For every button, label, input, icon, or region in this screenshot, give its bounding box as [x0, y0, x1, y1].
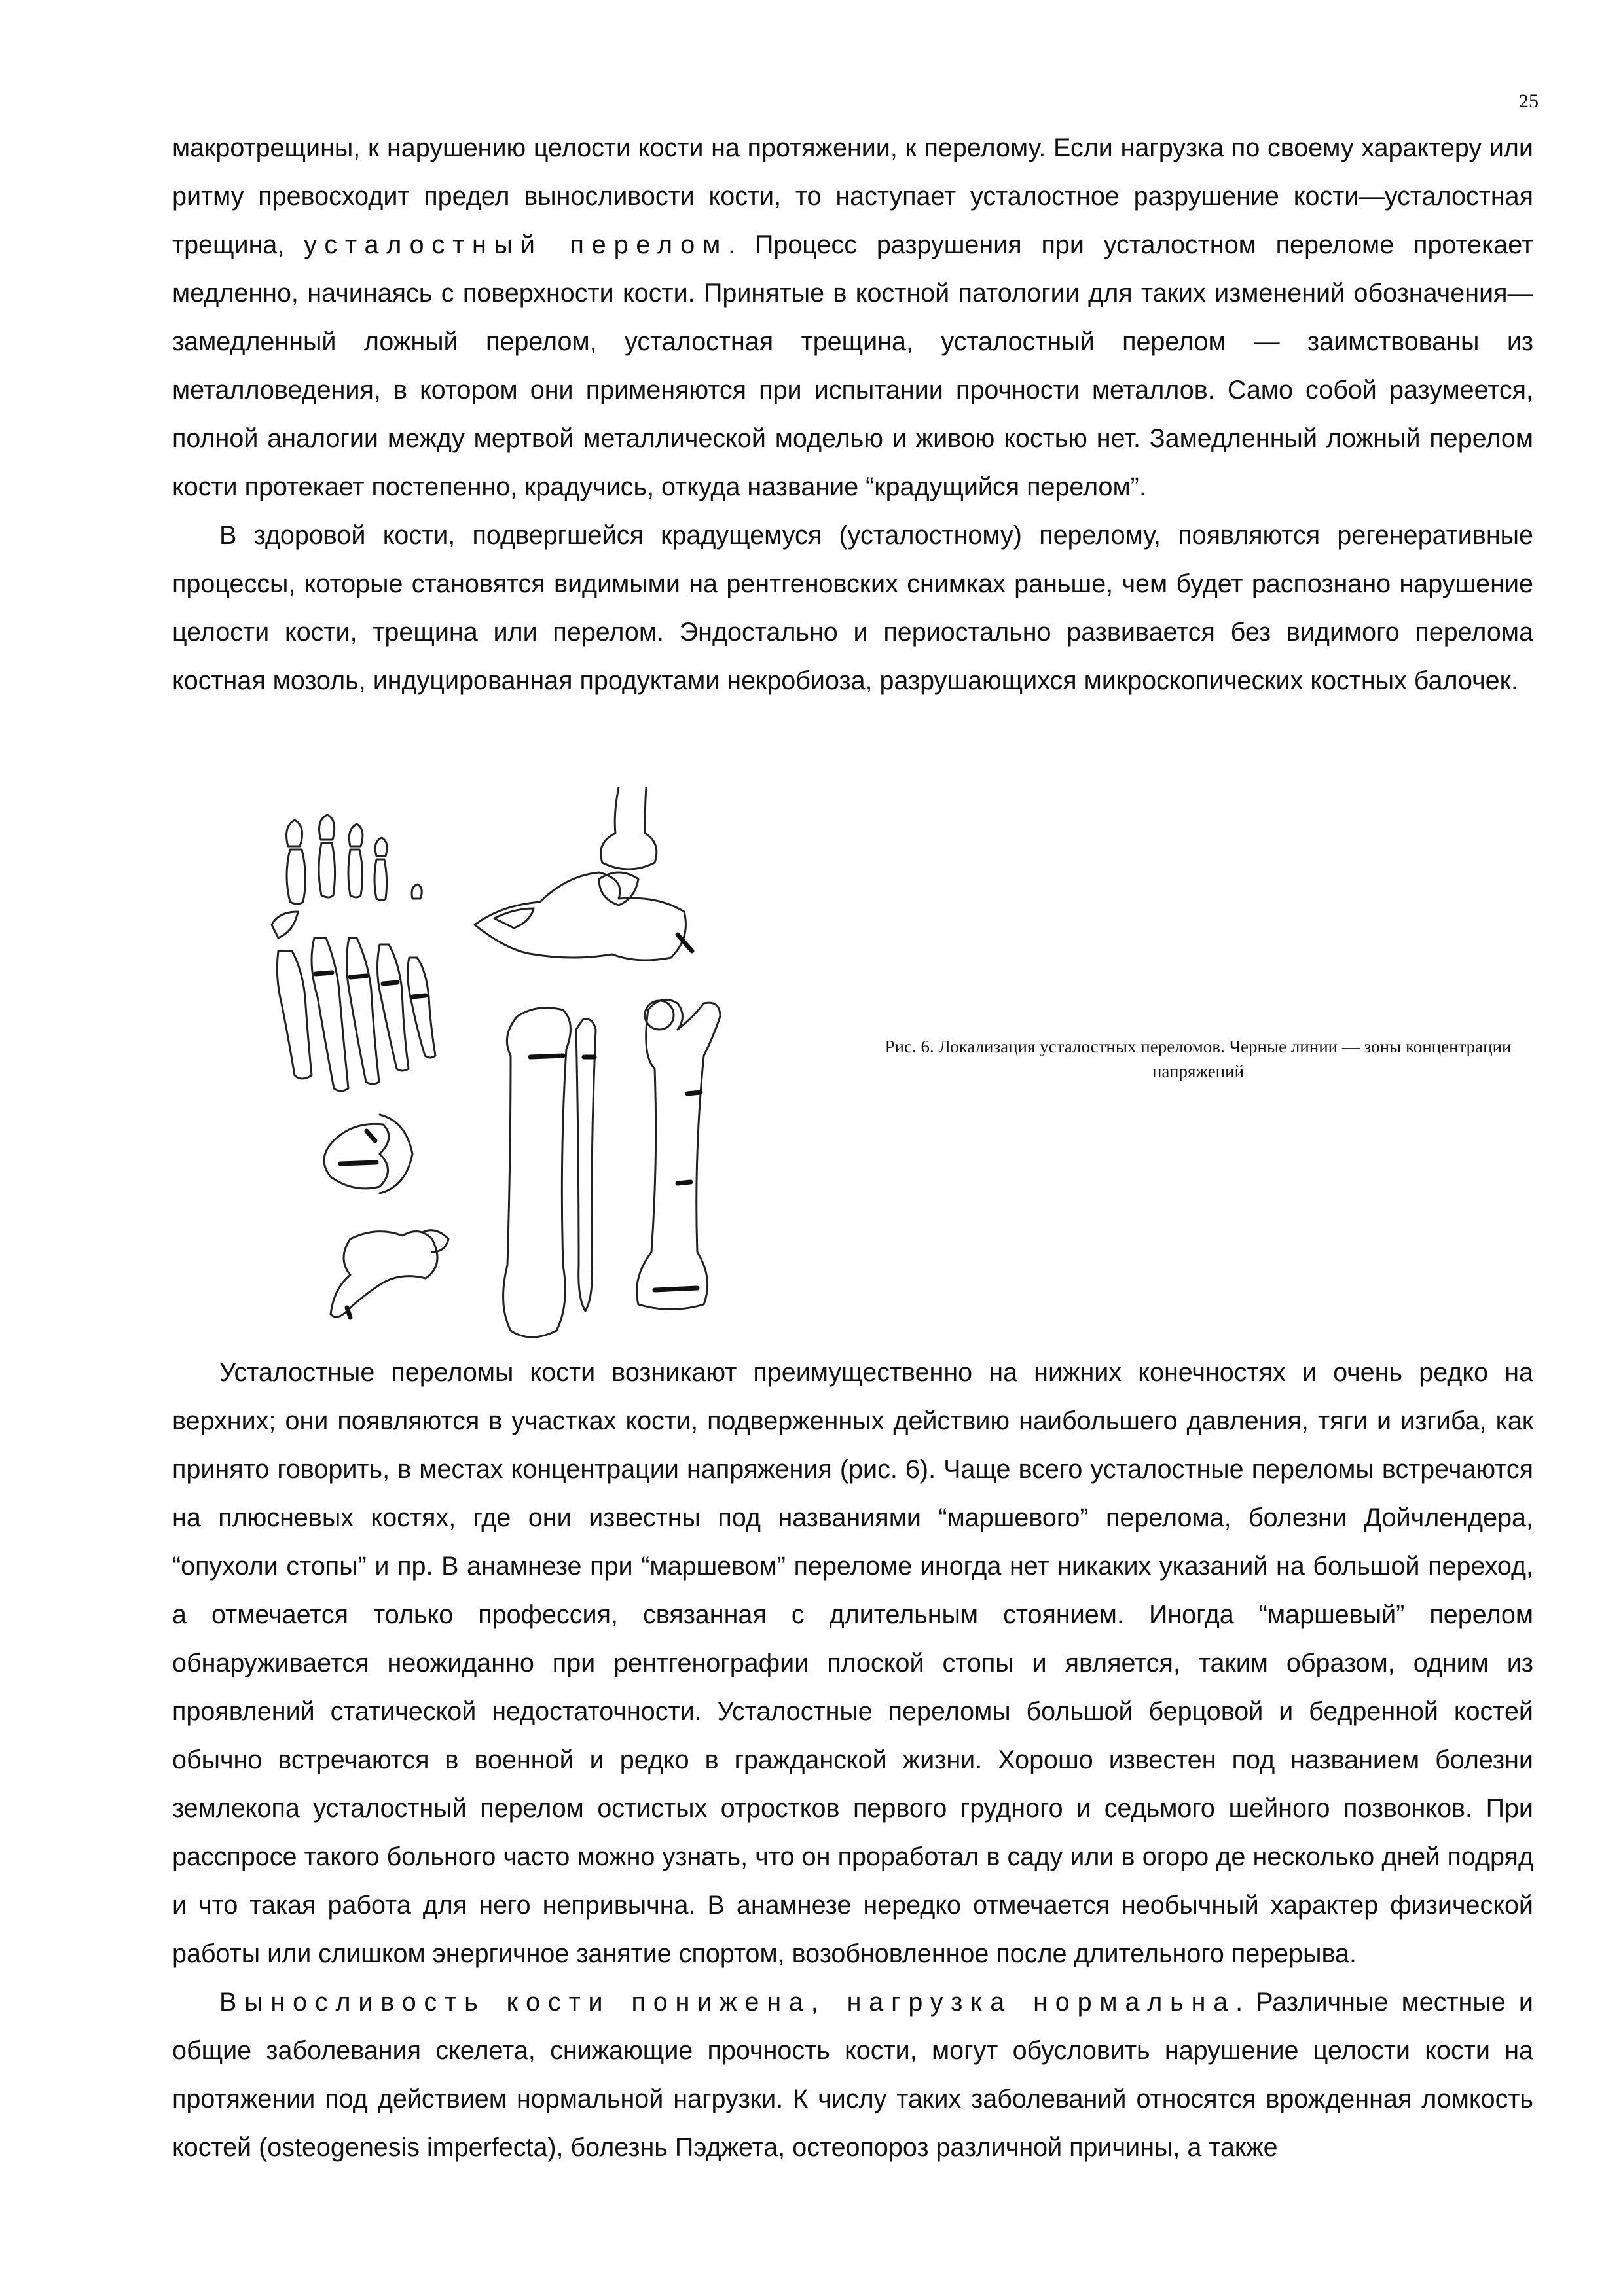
patella-icon: [324, 1115, 412, 1193]
text-run: Усталостные переломы кости возникают преимущественно на нижних конечностях и очень редко на верхних; они появляются в участках кости, подверженных действию наибольшего давления, тяги и изгиба, как принято говорить, в местах концентрации напряжения (рис. 6). Чаще всего усталостные переломы встречаются на плюсневых костях, где они известны под названиями “маршевого” перелома, болезни Дойчлендера, “опухоли стопы” и пр. В анамнезе при “маршевом” переломе иногда нет никаких указаний на большой переход, а отмечается только профессия, связанная с длительным стоянием. Иногда “маршевый” перелом обнаруживается неожиданно при рентгенографии плоской стопы и является, таким образом, одним из проявлений статической недостаточности. Усталостные переломы большой берцовой и бедренной костей обычно встречаются в военной и редко в гражданской жизни. Хорошо известен под названием болезни землекопа усталостный перелом остистых отростков первого грудного и седьмого шейного позвонков. При расспросе такого больного часто можно узнать, что он проработал в саду или в огоро де несколько дней подряд и что такая работа для него непривычна. В анамнезе нередко отмечается необычный характер физической работы или слишком энергичное занятие спортом, возобновленное после длительного перерыва.: [172, 1358, 1533, 1968]
figure-6: [259, 787, 782, 1350]
spaced-emphasis: усталостный перелом: [304, 230, 729, 259]
figure-drawing: [259, 787, 782, 1350]
body-text-bottom: [172, 1348, 1533, 2172]
paragraph-p4: [172, 1978, 1533, 2172]
ankle-bones-icon: [475, 787, 692, 960]
body-text-top: [172, 124, 1533, 705]
femur-icon: [637, 999, 721, 1309]
foot-bones-icon: [272, 815, 435, 1091]
text-run: В здоровой кости, подвергшейся крадущемуся (усталостному) перелому, появляются регенеративные процессы, которые становятся видимыми на рентгеновских снимках раньше, чем будет распознано нарушение целости кости, трещина или перелом. Эндостально и периостально развивается без видимого перелома костная мозоль, индуцированная продуктами некробиоза, разрушающихся микроскопических костных балочек.: [172, 521, 1533, 695]
page-number: 25: [1519, 90, 1539, 112]
tibia-fibula-icon: [503, 1008, 596, 1337]
text-run: макротрещины, к нарушению целости кости на протяжении, к перелому. Если нагрузка по своему характеру или ритму превосходит предел выносливости кости, то наступает усталостное разрушение кости—усталостная трещина,: [172, 134, 1533, 259]
paragraph-p3: [172, 1348, 1533, 1978]
figure-caption: Рис. 6. Локализация усталостных переломов. Черные линии — зоны концентрации напряжений: [884, 1037, 1512, 1081]
paragraph-p2: [172, 511, 1533, 705]
vertebra-icon: [331, 1230, 448, 1318]
text-run: . Различные местные и общие заболевания скелета, снижающие прочность кости, могут обусловить нарушение целости кости на протяжении под действием нормальной нагрузки. К числу таких заболеваний относятся врожденная ломкость костей (osteogenesis imperfecta), болезнь Пэджета, остеопороз различной причины, а также: [172, 1988, 1533, 2162]
spaced-emphasis: Выносливость кости понижена, нагрузка нормальна: [219, 1988, 1236, 2017]
text-run: . Процесс разрушения при усталостном переломе протекает медленно, начинаясь с поверхности кости. Принятые в костной патологии для таких изменений обозначения—замедленный ложный перелом, усталостная трещина, усталостный перелом — заимствованы из металловедения, в котором они применяются при испытании прочности металлов. Само собой разумеется, полной аналогии между мертвой металлической моделью и живою костью нет. Замедленный ложный перелом кости протекает постепенно, крадучись, откуда название “крадущийся перелом”.: [172, 230, 1533, 501]
paragraph-p1: [172, 124, 1533, 511]
